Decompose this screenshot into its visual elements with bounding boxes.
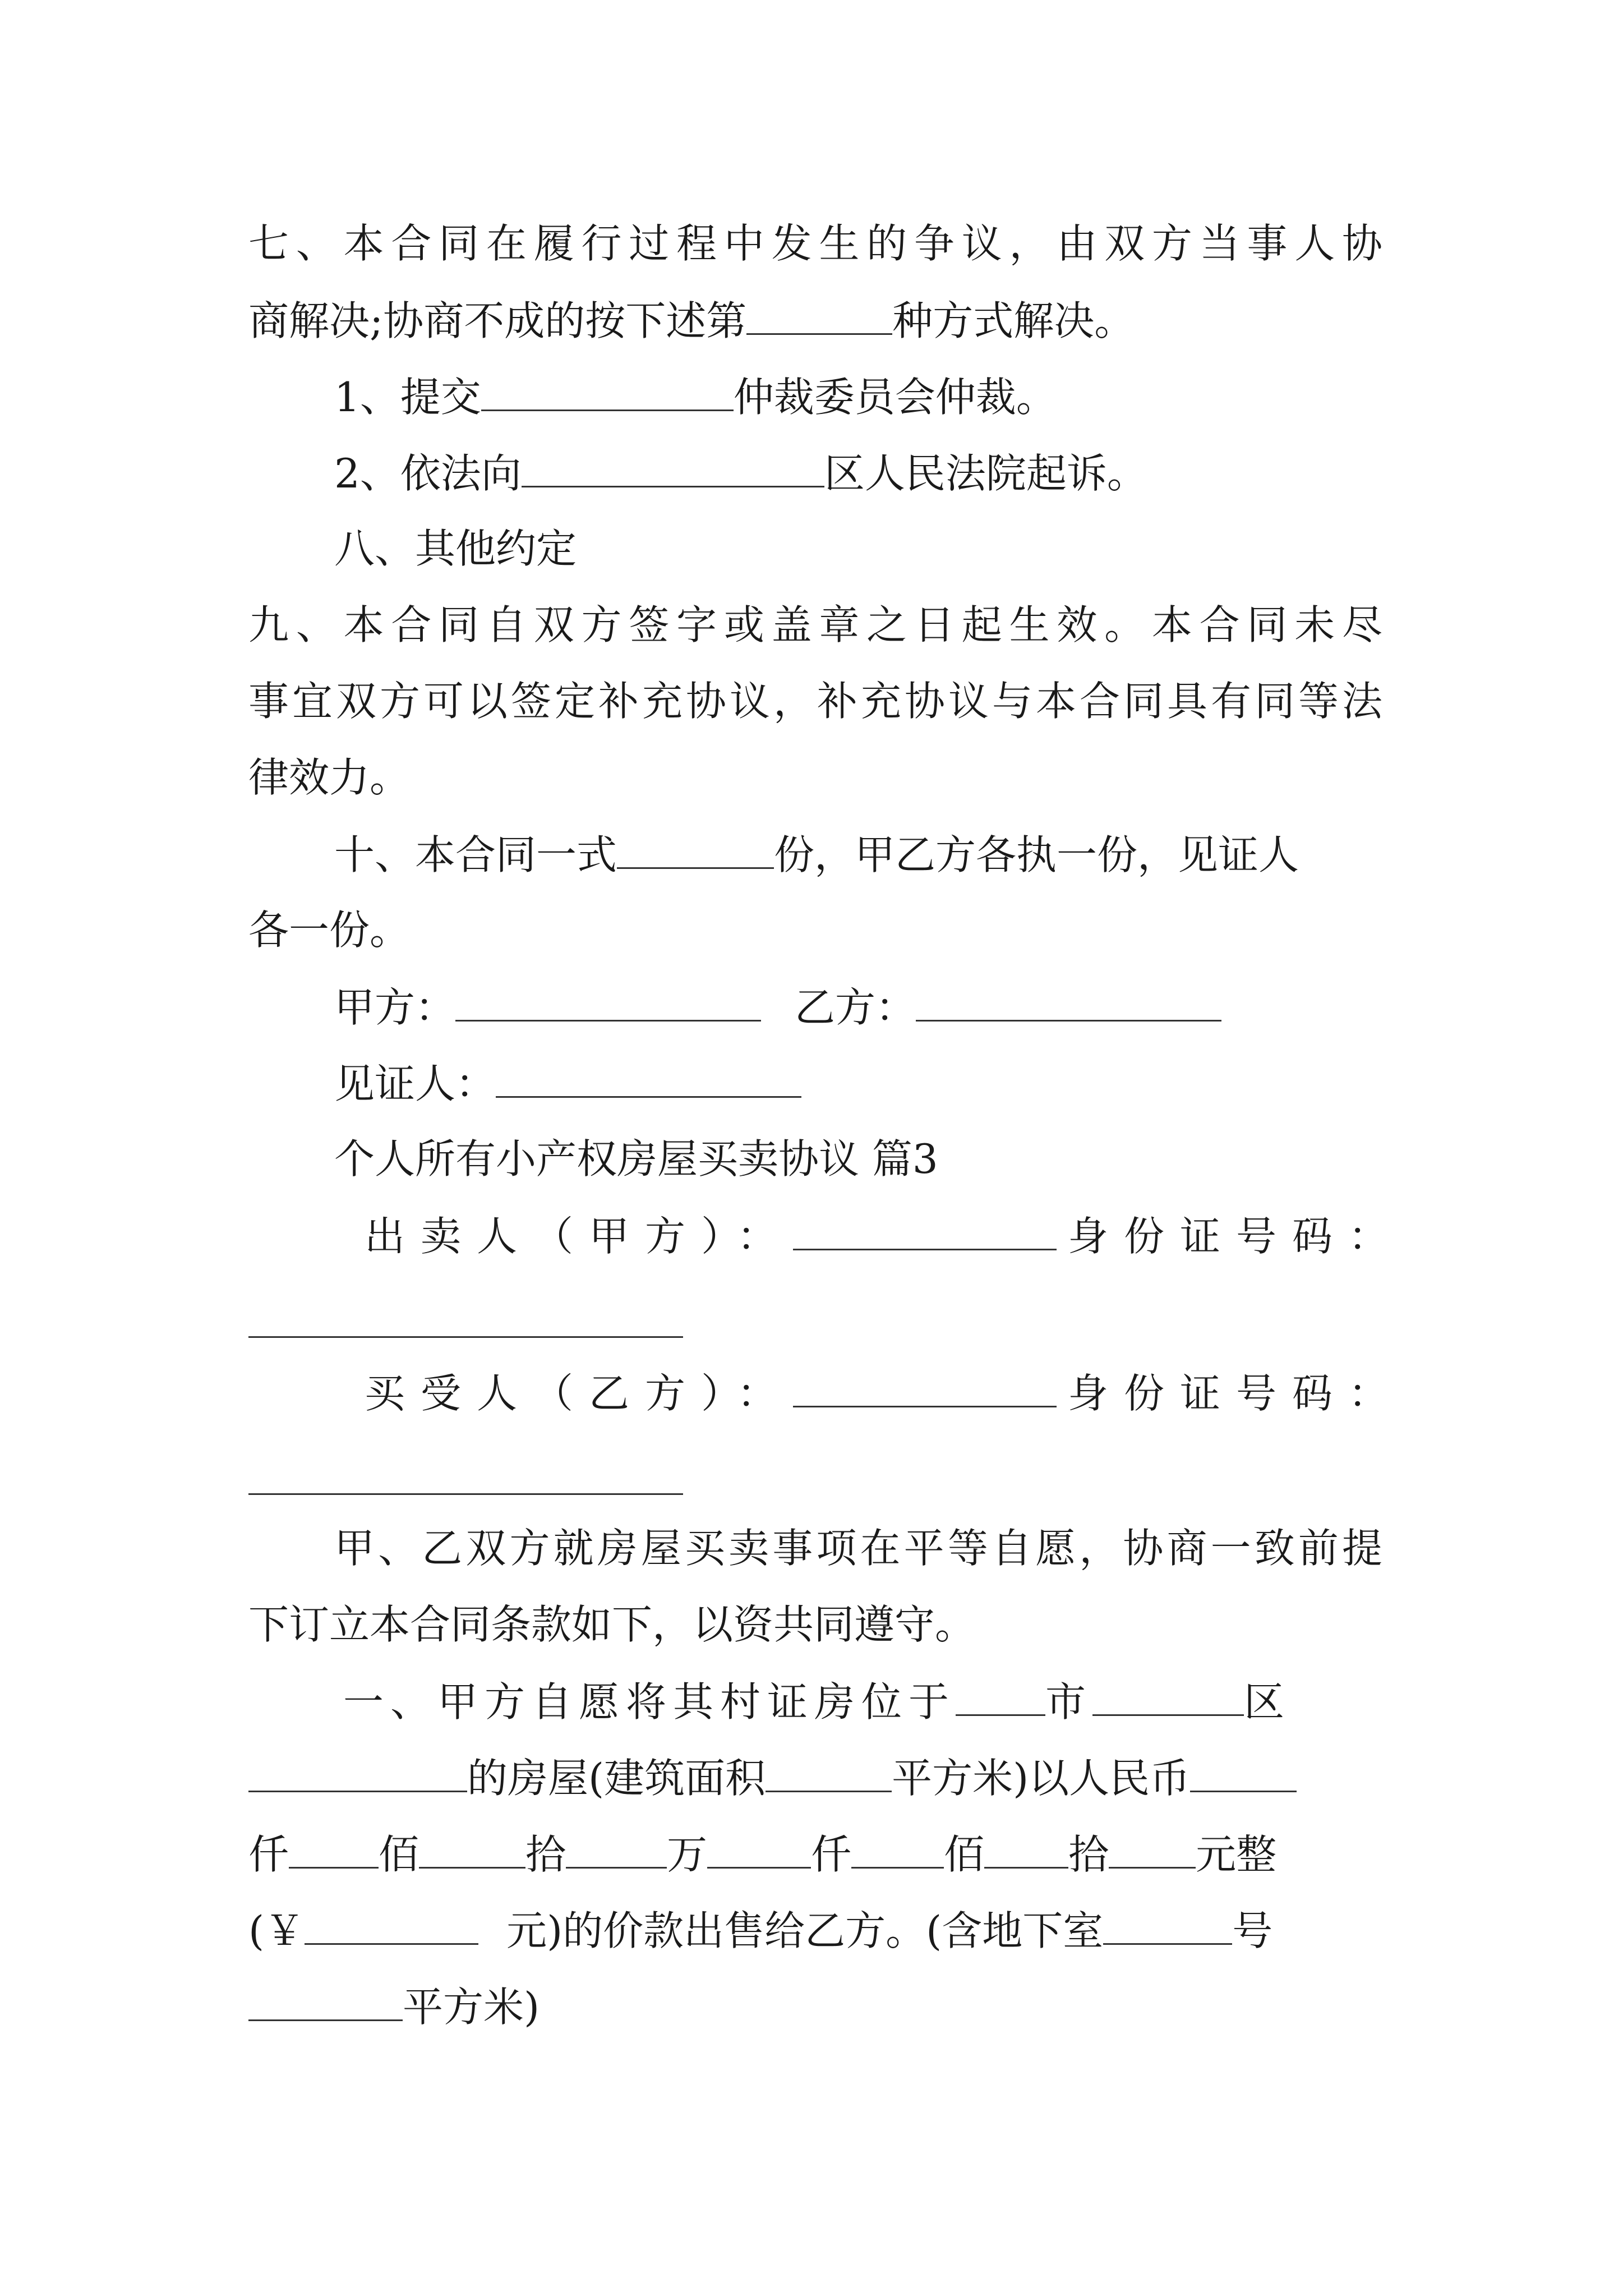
- clause-7-option-2: [334, 450, 1147, 497]
- clause-1-text-4c: 号: [1232, 1907, 1273, 1954]
- option-2-text-a: 2、依法向: [334, 450, 522, 497]
- area-blank[interactable]: [766, 1757, 892, 1792]
- party-b-signature-blank[interactable]: [916, 986, 1221, 1022]
- price-blank-2[interactable]: [419, 1833, 525, 1869]
- clause-10-text-a: 十、本合同一式: [334, 831, 617, 878]
- intro-line-1: [334, 1525, 1382, 1572]
- clause-1-city-label: 市: [1045, 1678, 1093, 1726]
- clause-9-line-2: [248, 678, 1382, 725]
- price-blank-6[interactable]: [984, 1833, 1068, 1869]
- clause-1-text-2a: 的房屋(建筑面积: [467, 1755, 766, 1802]
- unit-qian-2: 仟: [811, 1831, 852, 1878]
- clause-9-text-3: 律效力。: [248, 754, 411, 801]
- clause-1-text-2b: 平方米)以人民币: [892, 1755, 1191, 1802]
- unit-wan: 万: [667, 1831, 708, 1878]
- clause-1-line-1: [343, 1678, 1292, 1726]
- unit-shi-2: 拾: [1068, 1831, 1109, 1878]
- clause-9-text-2: 事宜双方可以签定补充协议，补充协议与本合同具有同等法: [248, 678, 1382, 725]
- arbitration-committee-blank[interactable]: [481, 376, 734, 411]
- buyer-id-label: 身份证号码：: [1068, 1370, 1405, 1417]
- clause-8-text: 八、其他约定: [334, 525, 577, 572]
- witness-label: 见证人：: [334, 1060, 496, 1107]
- price-blank-3[interactable]: [566, 1833, 667, 1869]
- clause-9-line-1: [248, 601, 1382, 648]
- clause-8: [334, 525, 577, 572]
- price-blank-5[interactable]: [851, 1833, 944, 1869]
- price-tens-thousands-blank[interactable]: [1190, 1757, 1297, 1792]
- section-title: [334, 1135, 938, 1182]
- price-blank-7[interactable]: [1109, 1833, 1196, 1869]
- price-blank-1[interactable]: [289, 1833, 379, 1869]
- buyer-line: [365, 1370, 1405, 1417]
- intro-line-2: [248, 1601, 976, 1648]
- district-blank[interactable]: [1092, 1681, 1244, 1716]
- clause-7-line-1: [248, 220, 1382, 267]
- option-2-text-b: 区人民法院起诉。: [824, 450, 1147, 497]
- clause-1-district-label: 区: [1244, 1678, 1292, 1726]
- clause-9-text-1: 九、本合同自双方签字或盖章之日起生效。本合同未尽: [248, 601, 1382, 648]
- party-b-label: 乙方：: [795, 984, 916, 1031]
- clause-1-text-5: 平方米): [403, 1984, 540, 2031]
- intro-text-1: 甲、乙双方就房屋买卖事项在平等自愿，协商一致前提: [334, 1525, 1382, 1572]
- clause-1-line-4: [248, 1907, 1273, 1954]
- signature-line: [334, 984, 1221, 1031]
- seller-id-label: 身份证号码：: [1068, 1213, 1405, 1260]
- option-1-text-a: 1、提交: [334, 374, 481, 421]
- option-1-text-b: 仲裁委员会仲裁。: [733, 374, 1057, 421]
- clause-7-line-2: [248, 297, 1135, 344]
- clause-1-text-4a: (￥: [248, 1907, 305, 1954]
- unit-bai-2: 佰: [944, 1831, 985, 1878]
- clause-10-line-1: [334, 831, 1299, 878]
- unit-bai-1: 佰: [379, 1831, 419, 1878]
- price-numeric-blank[interactable]: [305, 1910, 478, 1945]
- price-blank-4[interactable]: [707, 1833, 811, 1869]
- seller-id-blank[interactable]: [248, 1336, 683, 1338]
- clause-7-text-2a: 商解决;协商不成的按下述第: [248, 297, 747, 344]
- city-blank[interactable]: [956, 1681, 1045, 1716]
- section-title-text: 个人所有小产权房屋买卖协议 篇3: [334, 1135, 938, 1182]
- party-a-signature-blank[interactable]: [455, 986, 761, 1022]
- clause-9-line-3: [248, 754, 411, 801]
- basement-number-blank[interactable]: [1103, 1910, 1232, 1945]
- intro-text-2: 下订立本合同条款如下，以资共同遵守。: [248, 1601, 976, 1648]
- witness-signature-blank[interactable]: [496, 1062, 801, 1098]
- buyer-id-blank[interactable]: [248, 1493, 683, 1495]
- seller-line: [365, 1213, 1405, 1260]
- clause-1-text-a: 一、甲方自愿将其村证房位于: [343, 1678, 956, 1726]
- party-a-label: 甲方：: [334, 984, 456, 1031]
- buyer-name-blank[interactable]: [793, 1372, 1057, 1407]
- court-district-blank[interactable]: [522, 452, 824, 487]
- clause-7-text-1: 七、本合同在履行过程中发生的争议，由双方当事人协: [248, 220, 1382, 267]
- clause-10-text-b: 份，甲乙方各执一份，见证人: [774, 831, 1299, 878]
- clause-1-text-4b: 元)的价款出售给乙方。(含地下室: [506, 1907, 1104, 1954]
- basement-area-blank[interactable]: [248, 1986, 403, 2021]
- location-blank[interactable]: [248, 1757, 467, 1792]
- seller-name-blank[interactable]: [793, 1215, 1057, 1250]
- unit-yuan: 元整: [1196, 1831, 1277, 1878]
- clause-1-line-2: [248, 1755, 1297, 1802]
- clause-7-option-1: [334, 374, 1057, 421]
- seller-label: 出卖人（甲方）：: [365, 1213, 794, 1260]
- buyer-label: 买受人（乙方）：: [365, 1370, 794, 1417]
- unit-qian-1: 仟: [248, 1831, 289, 1878]
- clause-10-line-2: [248, 907, 411, 954]
- clause-1-line-3: [248, 1831, 1277, 1878]
- method-number-blank[interactable]: [746, 300, 892, 335]
- clause-10-text-2: 各一份。: [248, 907, 411, 954]
- clause-7-text-2b: 种方式解决。: [892, 297, 1135, 344]
- witness-line: [334, 1060, 801, 1107]
- copies-count-blank[interactable]: [617, 834, 774, 869]
- unit-shi-1: 拾: [525, 1831, 566, 1878]
- clause-1-line-5: [248, 1984, 540, 2031]
